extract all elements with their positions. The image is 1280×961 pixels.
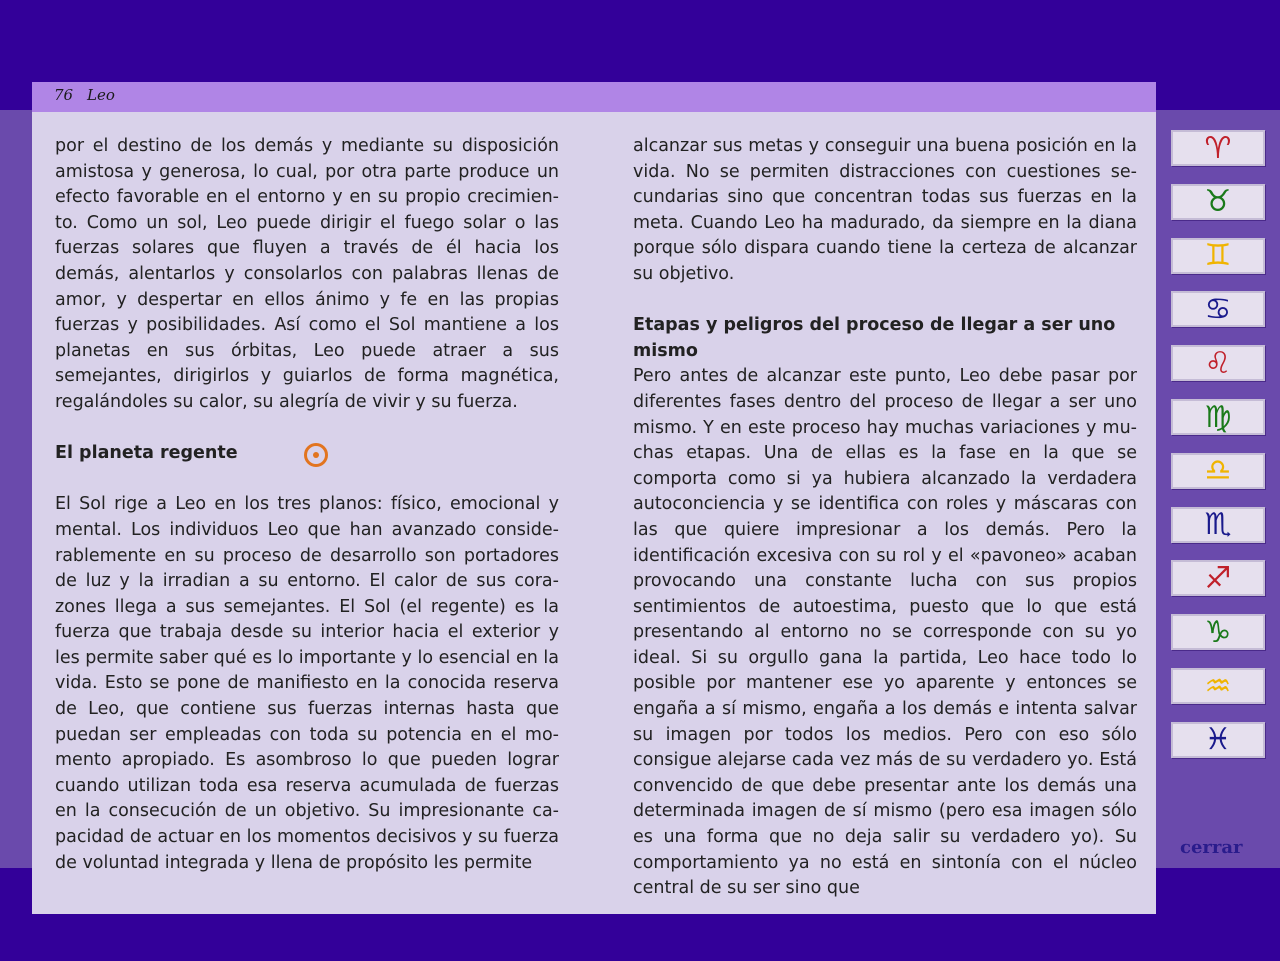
- scorpio-button[interactable]: [1171, 507, 1265, 543]
- taurus-icon: ♉: [1204, 184, 1232, 220]
- libra-icon: ♎: [1204, 453, 1232, 489]
- chapter-title: Leo: [87, 86, 115, 104]
- libra-button[interactable]: [1171, 453, 1265, 489]
- cancer-button[interactable]: [1171, 291, 1265, 327]
- leo-icon: ♌: [1204, 345, 1232, 381]
- sagittarius-icon: ♐: [1204, 560, 1232, 596]
- aries-icon: ♈: [1204, 130, 1232, 166]
- page-header: [32, 82, 1156, 112]
- section-heading: Etapas y peligros del proceso de llegar a ser uno mismo: [633, 315, 1116, 361]
- gemini-icon: ♊: [1204, 238, 1232, 274]
- left-column: [55, 134, 559, 876]
- sun-icon: [304, 443, 328, 467]
- gemini-button[interactable]: [1171, 238, 1265, 274]
- close-link[interactable]: cerrar: [1180, 837, 1243, 858]
- book-page: [32, 82, 1156, 914]
- section-heading: El planeta regente: [55, 443, 238, 464]
- pisces-icon: ♓: [1204, 722, 1232, 758]
- aquarius-button[interactable]: [1171, 668, 1265, 704]
- scorpio-icon: ♏: [1204, 507, 1232, 543]
- leo-button[interactable]: [1171, 345, 1265, 381]
- paragraph: El Sol rige a Leo en los tres planos: físico, emocional y mental. Los individuos Leo que han avanzado considerablemente en su proceso de desarrollo son portadores de luz y la irradian a su entorno. El calor de sus corazones llega a sus semejantes. El Sol (el regente) es la fuerza que trabaja desde su interior hacia el exterior y les permite saber qué es lo importante y lo esencial en la vida. Esto se pone de manifiesto en la conocida reserva de Leo, que contiene sus fuerzas internas hasta que puedan ser empleadas con toda su potencia en el momento apropiado. Es asombroso lo que pueden lograr cuando utilizan toda esa reserva acumulada de fuerzas en la consecución de un objetivo. Su impresionante capacidad de actuar en los momentos decisivos y su fuerza de voluntad integrada y llena de propósito les permite: [55, 494, 559, 873]
- taurus-button[interactable]: [1171, 184, 1265, 220]
- sagittarius-button[interactable]: [1171, 560, 1265, 596]
- paragraph: por el destino de los demás y mediante su disposición amistosa y generosa, lo cual, por otra parte produce un efecto favorable en el entorno y en su propio crecimiento. Como un sol, Leo puede dirigir el fuego solar o las fuerzas solares que fluyen a través de él hacia los demás, alentarlos y consolarlos con palabras llenas de amor, y despertar en ellos ánimo y fe en las propias fuerzas y posibilidades. Así como el Sol mantiene a los planetas en sus órbitas, Leo puede atraer a sus semejantes, dirigirlos y guiarlos de forma magnética, regalándoles su calor, su alegría de vivir y su fuerza.: [55, 136, 559, 412]
- aries-button[interactable]: [1171, 130, 1265, 166]
- capricorn-button[interactable]: [1171, 614, 1265, 650]
- aquarius-icon: ♒: [1204, 668, 1232, 704]
- capricorn-icon: ♑: [1204, 614, 1232, 650]
- paragraph: Pero antes de alcanzar este punto, Leo debe pasar por diferentes fases dentro del proceso de llegar a ser uno mismo. Y en este proceso hay muchas variaciones y muchas etapas. Una de ellas es la fase en la que se comporta como si ya hubiera alcanzado la verdadera autoconciencia y se identifica con roles y máscaras con las que quiere impresionar a los demás. Pero la identificación excesiva con su rol y el «pavoneo» acaban provocando una constante lucha con sus propios sentimientos de autoestima, puesto que lo que está presentando al entorno no se corresponde con su yo ideal. Si su orgullo gana la partida, Leo hace todo lo posible por mantener ese yo aparente y entonces se engaña a sí mismo, engaña a los demás e intenta salvar su imagen por todos los medios. Pero con eso sólo consigue alejarse cada vez más de su verdadero yo. Está convencido de que debe presentar ante los demás una determinada imagen de sí mismo (pero esa imagen sólo es una forma que no deja salir su verdadero yo). Su comportamiento ya no está en sintonía con el núcleo central de su ser sino que: [633, 366, 1137, 899]
- right-column: [633, 134, 1137, 902]
- virgo-icon: ♍: [1204, 399, 1232, 435]
- page-number: 76: [54, 86, 74, 104]
- virgo-button[interactable]: [1171, 399, 1265, 435]
- pisces-button[interactable]: [1171, 722, 1265, 758]
- cancer-icon: ♋: [1204, 291, 1232, 327]
- paragraph: alcanzar sus metas y conseguir una buena posición en la vida. No se permiten distracciones con cuestiones secundarias sino que concentran todas sus fuerzas en la meta. Cuando Leo ha madurado, da siempre en la diana porque sólo dispara cuando tiene la certeza de alcanzar su objetivo.: [633, 136, 1137, 284]
